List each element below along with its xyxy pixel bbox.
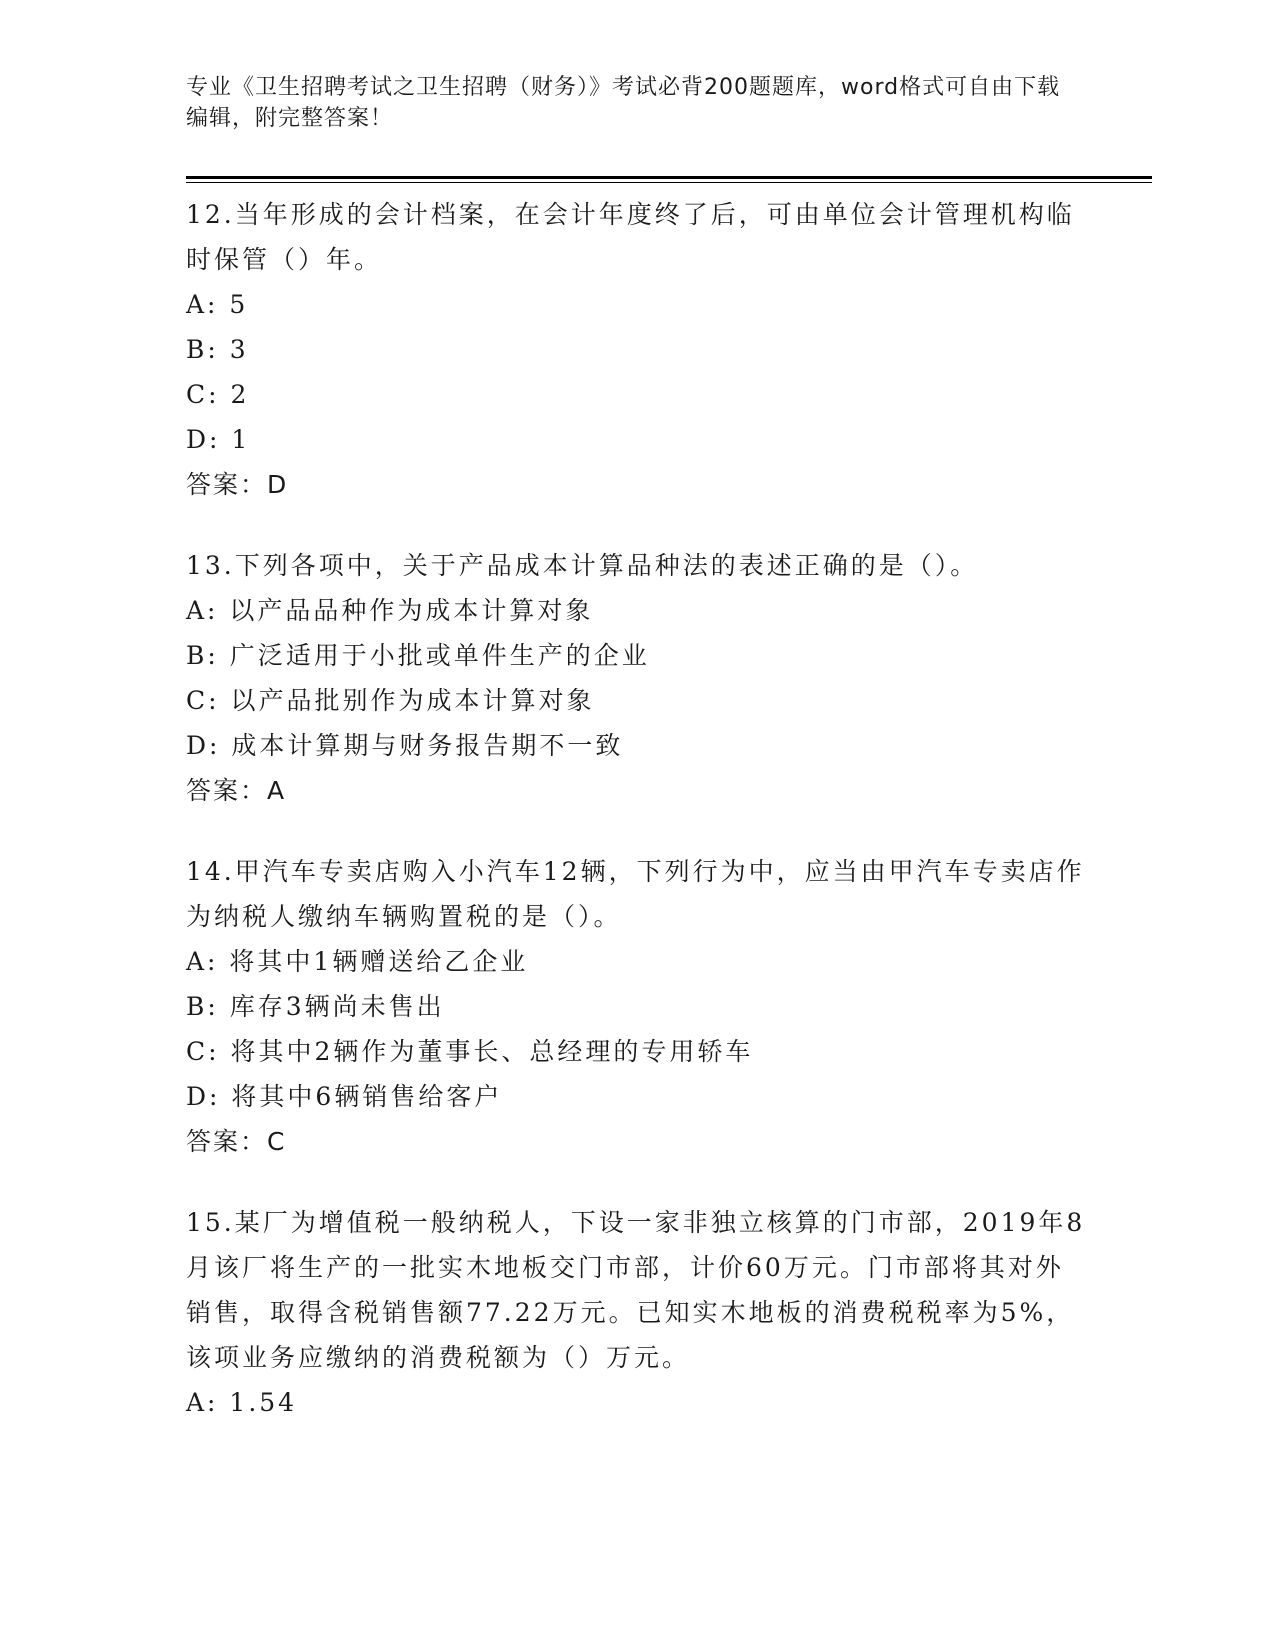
question-14 [186,849,1086,1164]
option-b: B: 3 [186,335,249,364]
question-stem: 15.某厂为增值税一般纳税人，下设一家非独立核算的门市部，2019年8月该厂将生产的一批实木地板交门市部，计价60万元。门市部将其对外销售，取得含税销售额77.22万元。已知实木地板的消费税税率为5%，该项业务应缴纳的消费税额为（）万元。 [186,1208,1086,1372]
document-header [186,72,1066,134]
header-divider-thin [186,182,1152,183]
option-d: D: 1 [186,425,251,454]
option-b: B: 库存3辆尚未售出 [186,992,445,1021]
answer-label: 答案：C [186,1127,287,1156]
option-a: A: 5 [186,290,249,319]
option-a: A: 1.54 [186,1388,298,1417]
question-stem: 12.当年形成的会计档案，在会计年度终了后，可由单位会计管理机构临时保管（）年。 [186,200,1075,274]
header-title: 专业《卫生招聘考试之卫生招聘（财务）》考试必背200题题库，word格式可自由下载编辑，附完整答案！ [186,75,1061,131]
header-divider-thick [186,176,1152,179]
option-c: C: 以产品批别作为成本计算对象 [186,686,595,715]
option-c: C: 将其中2辆作为董事长、总经理的专用轿车 [186,1037,754,1066]
option-b: B: 广泛适用于小批或单件生产的企业 [186,641,650,670]
question-stem: 13.下列各项中，关于产品成本计算品种法的表述正确的是（）。 [186,551,979,580]
option-c: C: 2 [186,380,250,409]
question-list [186,192,1086,1461]
answer-label: 答案：D [186,470,289,499]
option-a: A: 以产品品种作为成本计算对象 [186,596,594,625]
answer-label: 答案：A [186,776,287,805]
question-12 [186,192,1086,507]
option-d: D: 将其中6辆销售给客户 [186,1082,503,1111]
question-15 [186,1200,1086,1425]
question-13 [186,543,1086,813]
option-a: A: 将其中1辆赠送给乙企业 [186,947,529,976]
question-stem: 14.甲汽车专卖店购入小汽车12辆，下列行为中，应当由甲汽车专卖店作为纳税人缴纳车辆购置税的是（）。 [186,857,1085,931]
option-d: D: 成本计算期与财务报告期不一致 [186,731,624,760]
